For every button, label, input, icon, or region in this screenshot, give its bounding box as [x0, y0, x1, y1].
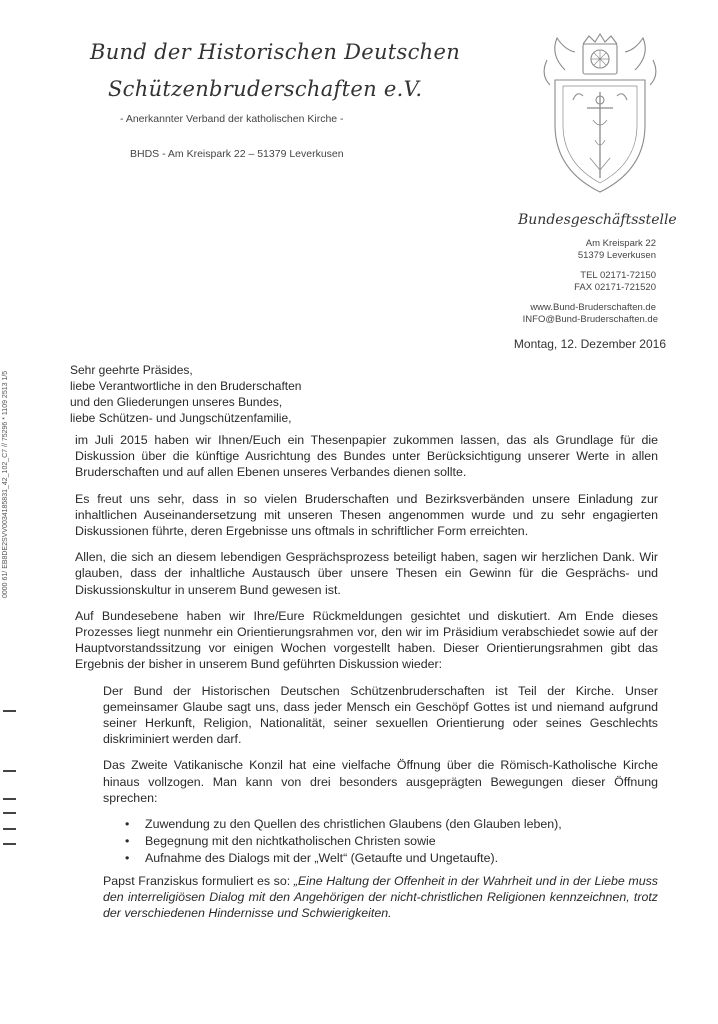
- office-title: Bundesgeschäftsstelle: [518, 212, 677, 228]
- quote-paragraph: [103, 873, 658, 922]
- list-item-text: Begegnung mit den nichtkatholischen Christen sowie: [145, 834, 436, 849]
- letter-date: Montag, 12. Dezember 2016: [513, 337, 666, 351]
- salutation-line: liebe Verantwortliche in den Bruderschaften: [70, 379, 302, 393]
- list-item-text: Zuwendung zu den Quellen des christlichen Glaubens (den Glauben leben),: [145, 817, 562, 832]
- opening-movements-list: [75, 816, 658, 867]
- office-email: INFO@Bund-Bruderschaften.de: [522, 314, 658, 325]
- fold-mark: [3, 770, 16, 772]
- quote-intro: Papst Franziskus formuliert es so:: [103, 873, 294, 888]
- margin-scan-code: 0000 61/ EB8DE2SVV0034185831_42_102_C7 // 75296 * 1109 2513 1/5: [2, 370, 9, 598]
- letter-body: [75, 432, 658, 931]
- framework-paragraph: Der Bund der Historischen Deutschen Schützenbruderschaften ist Teil der Kirche. Unser gemeinsamer Glaube sagt uns, dass jeder Mensch ein Geschöpf Gottes ist und niemand aufgrund seiner Herkunft, Religion, Nationalität, seiner sexuellen Orientierung oder seines Geschlechts diskriminiert werden darf.: [103, 683, 658, 747]
- bullet-icon: •: [125, 817, 130, 832]
- org-subtitle: - Anerkannter Verband der katholischen Kirche -: [120, 113, 344, 125]
- office-phone: TEL 02171-72150: [580, 270, 656, 281]
- list-item: [125, 816, 658, 832]
- salutation-line: und den Gliederungen unseres Bundes,: [70, 395, 283, 409]
- fold-mark: [3, 843, 16, 845]
- office-street: Am Kreispark 22: [585, 238, 656, 249]
- bullet-icon: •: [125, 834, 130, 849]
- salutation: [70, 362, 301, 426]
- org-name-line-1: Bund der Historischen Deutschen: [90, 40, 461, 64]
- body-paragraph: Auf Bundesebene haben wir Ihre/Eure Rückmeldungen gesichtet und diskutiert. Am Ende dieses Prozesses liegt nunmehr ein Orientierungsrahmen vor, den wir im Präsidium verabschiedet sowie auf der Hauptvorstandssitzung vor einigen Wochen vorgestellt haben. Dieser Orientierungsrahmen gibt das Ergebnis der bisher in unserem Bund geführten Diskussion wieder:: [75, 608, 658, 672]
- body-paragraph: im Juli 2015 haben wir Ihnen/Euch ein Thesenpapier zukommen lassen, das als Grundlage für die Diskussion über die künftige Ausrichtung des Bundes unter Berücksichtigung unserer Werte in allen Bruderschaften und auf allen Ebenen unseres Verbandes dienen sollte.: [75, 433, 658, 480]
- list-item: [125, 833, 658, 849]
- org-name-line-2: Schützenbruderschaften e.V.: [108, 77, 423, 101]
- fold-mark: [3, 828, 16, 830]
- office-city: 51379 Leverkusen: [577, 250, 656, 261]
- fold-mark: [3, 710, 16, 712]
- fold-mark: [3, 812, 16, 814]
- list-item-text: Aufnahme des Dialogs mit der „Welt“ (Getaufte und Ungetaufte).: [145, 851, 499, 866]
- office-fax: FAX 02171-721520: [574, 282, 656, 293]
- list-item: [125, 850, 658, 866]
- salutation-line: liebe Schützen- und Jungschützenfamilie,: [70, 411, 292, 425]
- coat-of-arms-icon: [535, 30, 665, 200]
- body-paragraph: Es freut uns sehr, dass in so vielen Bruderschaften und Bezirksverbänden unsere Einladung zur inhaltlichen Auseinandersetzung mit unseren Thesen angenommen wurde und zu sehr engagierten Diskussionen führte, deren Ergebnisse uns oftmals in schriftlicher Form erreichten.: [75, 491, 658, 539]
- sender-address-line: BHDS - Am Kreispark 22 – 51379 Leverkusen: [130, 148, 344, 160]
- office-website: www.Bund-Bruderschaften.de: [530, 302, 656, 313]
- quote-text: „Eine Haltung der Offenheit in der Wahrheit und in der Liebe muss den interreligiösen Dialog mit den Angehörigen der nicht-christlichen Religionen kennzeichnen, trotz der verschiedenen Hindernisse und Schwierigkeiten.: [103, 873, 659, 921]
- framework-paragraph: Das Zweite Vatikanische Konzil hat eine vielfache Öffnung über die Römisch-Katholische Kirche hinaus vollzogen. Man kann von drei besonders ausgeprägten Bewegungen dieser Öffnung sprechen:: [103, 758, 658, 805]
- body-paragraph: Allen, die sich an diesem lebendigen Gesprächsprozess beteiligt haben, sagen wir herzlichen Dank. Wir glauben, dass der inhaltliche Austausch über unsere Thesen ein Gewinn für die Gesprächs- und Diskussionskultur in unserem Bund gewesen ist.: [75, 550, 658, 597]
- salutation-line: Sehr geehrte Präsides,: [70, 363, 193, 377]
- bullet-icon: •: [125, 851, 130, 866]
- fold-mark: [3, 798, 16, 800]
